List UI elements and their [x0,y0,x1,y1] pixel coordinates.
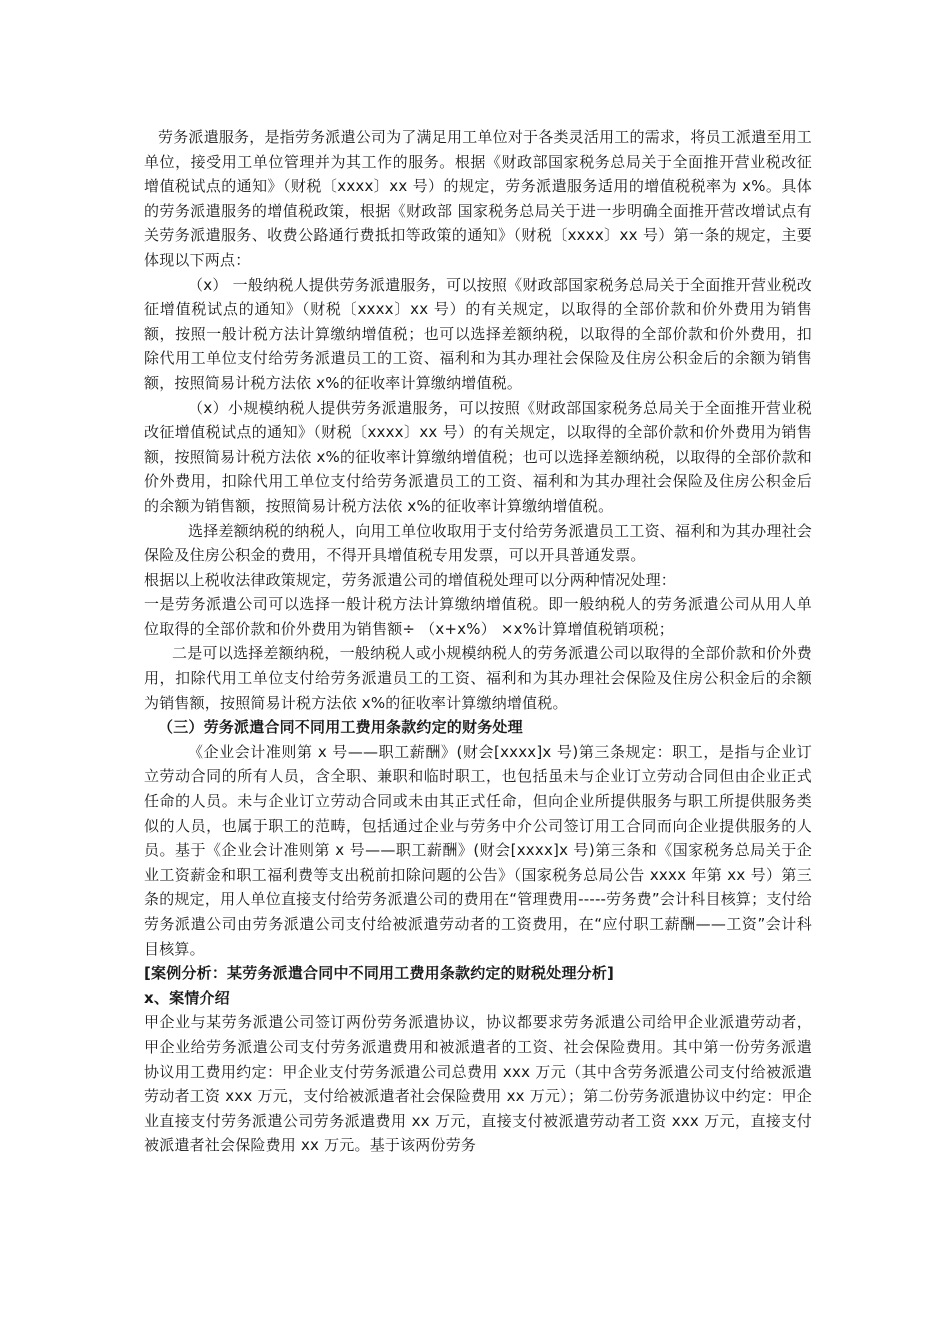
general-taxpayer-paragraph: （x） 一般纳税人提供劳务派遣服务，可以按照《财政部国家税务总局关于全面推开营业税改征增值税试点的通知》（财税〔xxxx〕xx 号）的有关规定，以取得的全部价款和价外费用为销售额，按照一般计税方法计算缴纳增值税；也可以选择差额纳税，以取得的全部价款和价外费用，扣除代用工单位支付给劳务派遣员工的工资、福利和为其办理社会保险及住房公积金后的余额为销售额，按照简易计税方法依 x%的征收率计算缴纳增值税。 [144,275,812,392]
accounting-standard-paragraph: 《企业会计准则第 x 号——职工薪酬》(财会[xxxx]x 号)第三条规定：职工，是指与企业订立劳动合同的所有人员，含全职、兼职和临时职工，也包括虽未与企业订立劳动合同但由企业正式任命的人员。未与企业订立劳动合同或未由其正式任命，但向企业所提供服务与职工所提供服务类似的人员，也属于职工的范畴，包括通过企业与劳务中介公司签订用工合同而向企业提供服务的人员。基于《企业会计准则第 x 号——职工薪酬》(财会[xxxx]x 号)第三条和《国家税务总局关于企业工资薪金和职工福利费等支出税前扣除问题的公告》（国家税务总局公告 xxxx 年第 xx 号）第三条的规定，用人单位直接支付给劳务派遣公司的费用在“管理费用-----劳务费”会计科目核算；支付给劳务派遣公司由劳务派遣公司支付给被派遣劳动者的工资费用，在“应付职工薪酬——工资”会计科目核算。 [144,742,812,958]
option-two-paragraph: 二是可以选择差额纳税，一般纳税人或小规模纳税人的劳务派遣公司以取得的全部价款和价外费用，扣除代用工单位支付给劳务派遣员工的工资、福利和为其办理社会保险及住房公积金后的余额为销售额，按照简易计税方法依 x%的征收率计算缴纳增值税。 [144,644,812,712]
document-body [144,125,812,1158]
case-analysis-heading: [案例分析：某劳务派遣合同中不同用工费用条款约定的财税处理分析] [144,964,615,983]
intro-paragraph: 劳务派遣服务，是指劳务派遣公司为了满足用工单位对于各类灵活用工的需求，将员工派遣至用工单位，接受用工单位管理并为其工作的服务。根据《财政部国家税务总局关于全面推开营业税改征增值税试点的通知》（财税〔xxxx〕xx 号）的规定，劳务派遣服务适用的增值税税率为 x%。具体的劳务派遣服务的增值税政策，根据《财政部 国家税务总局关于进一步明确全面推开营改增试点有关劳务派遣服务、收费公路通行费抵扣等政策的通知》（财税〔xxxx〕xx 号）第一条的规定，主要体现以下两点： [144,128,812,269]
option-one-paragraph: 一是劳务派遣公司可以选择一般计税方法计算缴纳增值税。即一般纳税人的劳务派遣公司从用人单位取得的全部价款和价外费用为销售额÷ （x+x%） ×x%计算增值税销项税； [144,595,812,638]
small-taxpayer-paragraph: （x）小规模纳税人提供劳务派遣服务，可以按照《财政部国家税务总局关于全面推开营业税改征增值税试点的通知》（财税〔xxxx〕xx 号）的有关规定，以取得的全部价款和价外费用为销售额，按照简易计税方法依 x%的征收率计算缴纳增值税；也可以选择差额纳税，以取得的全部价款和价外费用，扣除代用工单位支付给劳务派遣员工的工资、福利和为其办理社会保险及住房公积金后的余额为销售额，按照简易计税方法依 x%的征收率计算缴纳增值税。 [144,398,812,515]
summary-paragraph: 根据以上税收法律政策规定，劳务派遣公司的增值税处理可以分两种情况处理： [144,570,677,589]
section-heading: （三）劳务派遣合同不同用工费用条款约定的财务处理 [158,718,523,737]
invoice-paragraph: 选择差额纳税的纳税人，向用工单位收取用于支付给劳务派遣员工工资、福利和为其办理社会保险及住房公积金的费用，不得开具增值税专用发票，可以开具普通发票。 [144,521,812,565]
case-description-paragraph: 甲企业与某劳务派遣公司签订两份劳务派遣协议，协议都要求劳务派遣公司给甲企业派遣劳动者，甲企业给劳务派遣公司支付劳务派遣费用和被派遣者的工资、社会保险费用。其中第一份劳务派遣协议用工费用约定：甲企业支付劳务派遣公司总费用 xxx 万元（其中含劳务派遣公司支付给被派遣劳动者工资 xxx 万元，支付给被派遣者社会保险费用 xx 万元）；第二份劳务派遣协议中约定：甲企业直接支付劳务派遣公司劳务派遣费用 xx 万元，直接支付被派遣劳动者工资 xxx 万元，直接支付被派遣者社会保险费用 xx 万元。基于该两份劳务 [144,1013,812,1155]
case-intro-heading: x、案情介绍 [144,988,230,1007]
